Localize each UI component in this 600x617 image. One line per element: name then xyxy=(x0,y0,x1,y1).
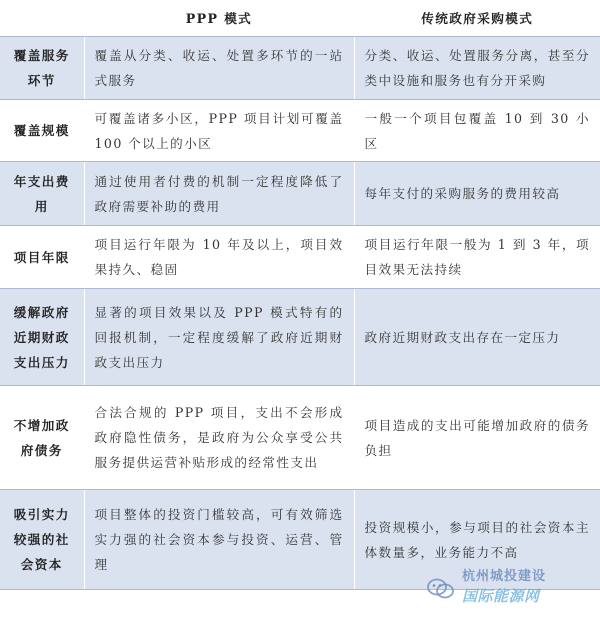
watermark-site: 国际能源网 xyxy=(462,587,540,605)
ppp-cell: 显著的项目效果以及 PPP 模式特有的回报机制，一定程度缓解了政府近期财政支出压力 xyxy=(84,289,354,386)
row-label: 年支出费用 xyxy=(0,162,84,226)
ppp-cell: 项目整体的投资门槛较高，可有效筛选实力强的社会资本参与投资、运营、管理 xyxy=(84,490,354,590)
ppp-cell: 覆盖从分类、收运、处置多环节的一站式服务 xyxy=(84,37,354,100)
header-traditional-mode: 传统政府采购模式 xyxy=(354,0,600,37)
ppp-cell: 合法合规的 PPP 项目，支出不会形成政府隐性债务，是政府为公众享受公共服务提供运营补贴形成的经常性支出 xyxy=(84,386,354,490)
traditional-cell: 一般一个项目包覆盖 10 到 30 小区 xyxy=(354,100,600,162)
header-row xyxy=(0,0,600,37)
row-label: 覆盖规模 xyxy=(0,100,84,162)
row-label: 覆盖服务环节 xyxy=(0,37,84,100)
header-corner xyxy=(0,0,84,37)
ppp-cell: 通过使用者付费的机制一定程度降低了政府需要补助的费用 xyxy=(84,162,354,226)
row-label: 缓解政府近期财政支出压力 xyxy=(0,289,84,386)
table-row xyxy=(0,100,600,162)
table-row xyxy=(0,226,600,289)
traditional-cell: 每年支付的采购服务的费用较高 xyxy=(354,162,600,226)
ppp-cell: 可覆盖诸多小区，PPP 项目计划可覆盖 100 个以上的小区 xyxy=(84,100,354,162)
table-header xyxy=(0,0,600,37)
row-label: 不增加政府债务 xyxy=(0,386,84,490)
watermark xyxy=(426,563,586,611)
traditional-cell: 政府近期财政支出存在一定压力 xyxy=(354,289,600,386)
ppp-cell: 项目运行年限为 10 年及以上，项目效果持久、稳固 xyxy=(84,226,354,289)
row-label: 项目年限 xyxy=(0,226,84,289)
table-row xyxy=(0,37,600,100)
traditional-cell: 项目造成的支出可能增加政府的债务负担 xyxy=(354,386,600,490)
row-label: 吸引实力较强的社会资本 xyxy=(0,490,84,590)
traditional-cell: 分类、收运、处置服务分离，甚至分类中设施和服务也有分开采购 xyxy=(354,37,600,100)
table-row xyxy=(0,386,600,490)
table-body xyxy=(0,37,600,590)
header-ppp-mode: PPP 模式 xyxy=(84,0,354,37)
wechat-logo-icon xyxy=(426,577,456,601)
table-row xyxy=(0,162,600,226)
watermark-account: 杭州城投建设 xyxy=(462,569,547,584)
traditional-cell: 项目运行年限一般为 1 到 3 年，项目效果无法持续 xyxy=(354,226,600,289)
table-row xyxy=(0,289,600,386)
traditional-cell: 投资规模小，参与项目的社会资本主体数量多，业务能力不高 xyxy=(354,490,600,590)
